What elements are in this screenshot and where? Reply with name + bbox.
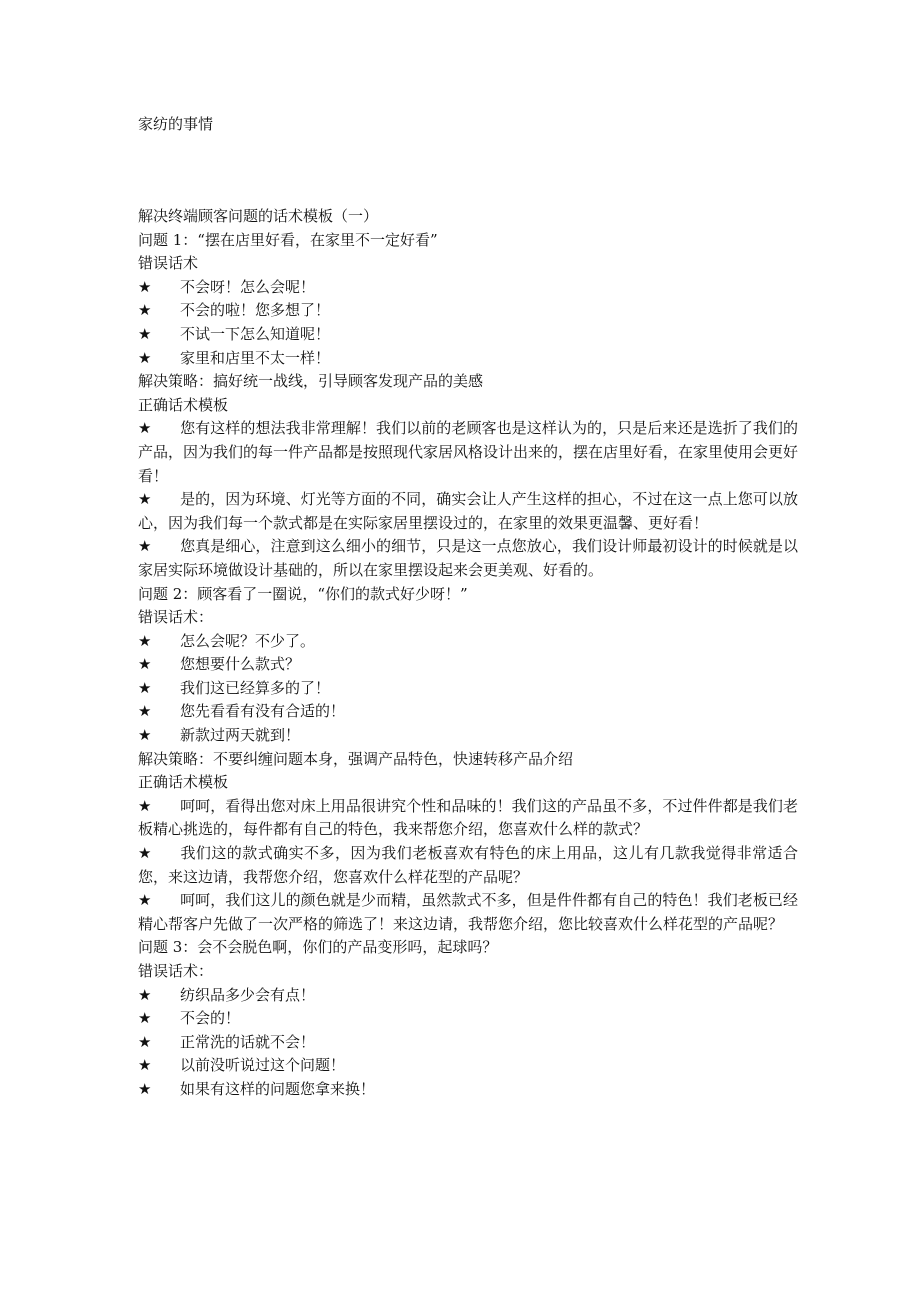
right-label-1: 正确话术模板 — [138, 395, 229, 414]
list-item: ★ 您想要什么款式？ — [138, 653, 798, 677]
star-icon: ★ — [138, 891, 152, 910]
right-label-2: 正确话术模板 — [138, 773, 229, 792]
wrong-list-2 — [138, 630, 798, 748]
list-item: ★ 呵呵，我们这儿的颜色就是少而精，虽然款式不多，但是件件都有自己的特色！我们老板已经精心帮客户先做了一次严格的筛选了！来这边请，我帮您介绍，您比较喜欢什么样花型的产品呢？ — [138, 891, 798, 933]
star-icon: ★ — [138, 655, 152, 674]
star-icon: ★ — [138, 1009, 152, 1028]
question-section-2 — [138, 583, 798, 937]
list-item: ★ 怎么会呢？不少了。 — [138, 630, 798, 654]
question-2: 问题 2：顾客看了一圈说，“你们的款式好少呀！” — [138, 584, 468, 603]
star-icon: ★ — [138, 301, 152, 320]
star-icon: ★ — [138, 726, 152, 745]
star-icon: ★ — [138, 796, 152, 815]
list-item: ★ 您先看看有没有合适的！ — [138, 700, 798, 724]
list-item: ★ 不试一下怎么知道呢！ — [138, 323, 798, 347]
wrong-label-3: 错误话术： — [138, 962, 214, 980]
list-item: ★ 不会的啦！您多想了！ — [138, 299, 798, 323]
question-section-1 — [138, 229, 798, 583]
star-icon: ★ — [138, 702, 152, 721]
list-item: ★ 我们这的款式确实不多，因为我们老板喜欢有特色的床上用品，这儿有几款我觉得非常适合您，来这边请，我帮您介绍，您喜欢什么样花型的产品呢？ — [138, 844, 798, 886]
list-item: ★ 纺织品多少会有点！ — [138, 984, 798, 1008]
list-item: ★ 正常洗的话就不会！ — [138, 1031, 798, 1055]
star-icon: ★ — [138, 844, 152, 863]
star-icon: ★ — [138, 1056, 152, 1075]
list-item: ★ 不会的！ — [138, 1007, 798, 1031]
star-icon: ★ — [138, 324, 152, 343]
star-icon: ★ — [138, 1032, 152, 1051]
star-icon: ★ — [138, 1079, 152, 1098]
star-icon: ★ — [138, 631, 152, 650]
list-item: ★ 新款过两天就到！ — [138, 724, 798, 748]
star-icon: ★ — [138, 419, 152, 438]
wrong-label-1: 错误话术 — [138, 254, 199, 273]
list-item: ★ 您有这样的想法我非常理解！我们以前的老顾客也是这样认为的，只是后来还是选折了我们的产品，因为我们的每一件产品都是按照现代家居风格设计出来的，摆在店里好看，在家里使用会更好看！ — [138, 419, 799, 485]
list-item: ★ 不会呀！怎么会呢！ — [138, 276, 798, 300]
wrong-label-2: 错误话术： — [138, 608, 214, 627]
strategy-1: 解决策略：搞好统一战线，引导顾客发现产品的美感 — [138, 372, 484, 391]
list-item: ★ 您真是细心，注意到这么细小的细节，只是这一点您放心，我们设计师最初设计的时候就是以家居实际环境做设计基础的，所以在家里摆设起来会更美观、好看的。 — [138, 537, 798, 579]
star-icon: ★ — [138, 490, 152, 509]
wrong-list-3 — [138, 984, 798, 1102]
document-title: 家纺的事情 — [138, 115, 214, 133]
right-list-1 — [138, 417, 798, 582]
list-item: ★ 是的，因为环境、灯光等方面的不同，确实会让人产生这样的担心，不过在这一点上您可以放心，因为我们每一个款式都是在实际家居里摆设过的，在家里的效果更温馨、更好看！ — [138, 490, 798, 532]
star-icon: ★ — [138, 348, 152, 367]
document-page — [138, 112, 798, 1102]
question-section-3 — [138, 936, 798, 1101]
list-item: ★ 我们这已经算多的了！ — [138, 677, 798, 701]
wrong-list-1 — [138, 276, 798, 370]
list-item: ★ 以前没听说过这个问题！ — [138, 1054, 798, 1078]
star-icon: ★ — [138, 277, 152, 296]
strategy-2: 解决策略：不要纠缠问题本身，强调产品特色，快速转移产品介绍 — [138, 749, 574, 768]
question-3: 问题 3：会不会脱色啊，你们的产品变形吗，起球吗？ — [138, 938, 498, 957]
list-item: ★ 如果有这样的问题您拿来换！ — [138, 1078, 798, 1102]
list-item: ★ 家里和店里不太一样！ — [138, 347, 798, 371]
star-icon: ★ — [138, 985, 152, 1004]
star-icon: ★ — [138, 678, 152, 697]
question-1: 问题 1：“摆在店里好看，在家里不一定好看” — [138, 230, 438, 249]
document-heading: 解决终端顾客问题的话术模板（一） — [138, 207, 379, 225]
right-list-2 — [138, 795, 798, 937]
list-item: ★ 呵呵，看得出您对床上用品很讲究个性和品味的！我们这的产品虽不多，不过件件都是我们老板精心挑选的，每件都有自己的特色，我来帮您介绍，您喜欢什么样的款式？ — [138, 796, 798, 839]
star-icon: ★ — [138, 537, 152, 556]
